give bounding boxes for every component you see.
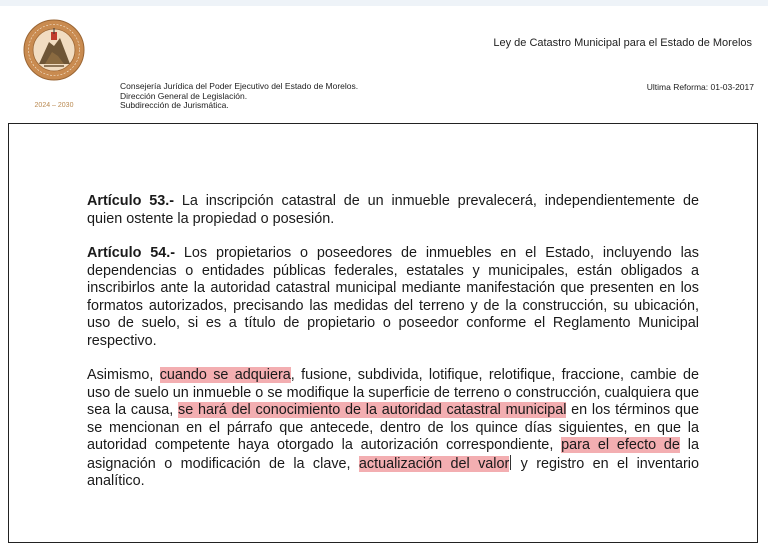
document-body <box>87 193 699 508</box>
highlight: para el efecto de <box>561 437 680 453</box>
top-bar <box>0 0 768 6</box>
text-run: en los términos que se mencionan en el párrafo que antecede, dentro de los quince días siguientes, en que la autoridad competente haya otorgado la autorización correspondiente, <box>87 402 700 453</box>
text-run: y registro en el inventario analítico. <box>87 455 699 489</box>
highlight: se hará del conocimiento de la autoridad catastral municipal <box>178 402 567 418</box>
highlight: actualización del valor <box>358 455 510 472</box>
article-54-heading: Artículo 54.- <box>87 245 176 261</box>
state-seal-logo <box>22 12 86 112</box>
text-run: la asignación o modificación de la clave, <box>87 437 699 472</box>
article-53-heading: Artículo 53.- <box>87 193 175 209</box>
article-54-paragraph-2 <box>87 367 699 491</box>
article-53-text: La inscripción catastral de un inmueble prevalecerá, independientemente de quien ostente la propiedad o posesión. <box>87 193 699 227</box>
highlight: cuando se adquiera <box>159 367 291 383</box>
org-line: Subdirección de Jurismática. <box>120 100 229 110</box>
org-line: Dirección General de Legislación. <box>120 90 248 101</box>
document-page <box>8 123 758 543</box>
article-54 <box>87 245 699 350</box>
seal-years: 2024 – 2030 <box>34 102 74 109</box>
organization-block <box>120 82 358 111</box>
law-title: Ley de Catastro Municipal para el Estado de Morelos <box>493 37 752 49</box>
last-reform-date: Ultima Reforma: 01-03-2017 <box>646 82 754 92</box>
article-53 <box>87 193 699 228</box>
org-line: Consejería Jurídica del Poder Ejecutivo del Estado de Morelos. <box>120 81 359 91</box>
text-run: , fusione, subdivida, lotifique, relotifique, fraccione, cambie de uso de suelo un inmueble o se modifique la superficie de terreno o construcción, cualquiera que sea la causa, <box>87 367 699 418</box>
text-run: Asimismo, <box>87 367 160 383</box>
article-54-text: Los propietarios o poseedores de inmuebles en el Estado, incluyendo las dependencias o entidades públicas federales, estatales y municipales, están obligados a inscribirlos ante la autoridad catastral municipal mediante manifestación que presenten en los formatos autorizados, precisando las medidas del terreno y de la construcción, su ubicación, uso de suelo, si es a título de propietario o poseedor conforme el Reglamento Municipal respectivo. <box>87 245 699 349</box>
